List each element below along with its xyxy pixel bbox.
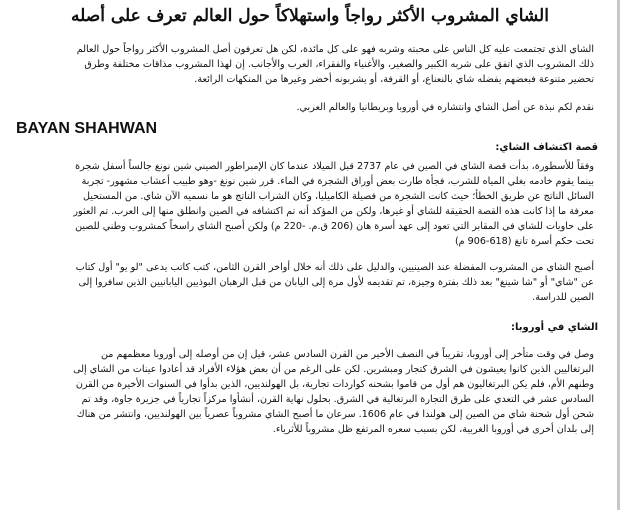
text-line: الصين للدراسة. — [532, 292, 594, 303]
intro-summary: نقدم لكم نبذة عن أصل الشاي وانتشاره في أوروبا وبريطانيا والعالم العربي. — [296, 102, 594, 113]
text-line: ذلك المشروب الذي اتفق على شربه الكبير والصغير، والأغنياء والفقراء، العرب والأجانب. إن لهذا المشروب مذاقات مختلفة وطرق — [84, 59, 594, 70]
europe-paragraph-1 — [22, 347, 594, 437]
text-line: السائل الناتج عن طريق الخطأ؛ حيث كانت الشجرة من فصيلة الكاميليا، وكان الشراب الناتج هو ما نسميه الآن شاي. من المستحيل — [82, 191, 594, 202]
text-line: البرتغاليين الذين كانوا يعيشون في الشرق كتجار ومبشرين. لكن على الرغم من أن بعض هؤلاء الأفراد قد أعادوا عينات من الشاي إلى — [73, 364, 594, 375]
text-line: عن "شاي" أو "شا شينغ" بعد ذلك بفترة وجيزة، تم تقديمه لأول مرة إلى اليابان من قبل الرهبان البوذيين اليابانيين الذين سافروا إلى — [78, 277, 594, 288]
intro-paragraph — [22, 42, 594, 87]
text-line: معرفة ما إذا كانت هذه القصة الحقيقة للشاي أو غيرها، ولكن من المؤكد أنه تم اكتشافه في الصين وانطلق منها إلى العرب. تم العثور — [73, 206, 594, 217]
text-line: بينما يقوم خادمه بغلي المياه للشرب، فجأة طارت بعض أوراق الشجرة في الماء. قرر شين نونغ -وهو طبيب أعشاب مشهور- تجربة — [81, 176, 594, 187]
text-line: الشاي الذي تجتمعت عليه كل الناس على محبته وشربه فهو على كل مائدة، لكن هل تعرفون أصل المشروب الأكثر رواجاً حول العالم — [76, 44, 594, 55]
text-line: إلى بلدان أخرى في أوروبا الغربية، لكن بسبب سعره المرتفع ظل مشروباً للأثرياء. — [272, 424, 594, 435]
discovery-paragraph-1 — [22, 159, 594, 249]
text-line: تحت حكم أسرة تانغ (618-906 م) — [454, 236, 594, 247]
section-heading-discovery: قصة اكتشاف الشاي: — [495, 142, 598, 153]
text-line: وطنهم الأم، فلم يكن البرتغاليون هم أول من قاموا بشحنه كواردات تجارية، بل الهولنديين، الذين بدأوا في السنوات الأخيرة من القرن — [75, 379, 594, 390]
text-line: تحضير متنوعة فبعضهم يفضله شاي بالنعناع، أو القرفة، أو يشربونه أخضر وغيرها من المنكهات الرائعة. — [194, 74, 594, 85]
discovery-paragraph-2 — [22, 260, 594, 305]
text-line: وصل في وقت متأخر إلى أوروبا، تقريباً في النصف الأخير من القرن السادس عشر، قيل إن من أوصله إلى أوروبا معظمهم من — [101, 349, 594, 360]
section-heading-europe: الشاي في أوروبا: — [510, 322, 598, 333]
text-line: أصبح الشاي من المشروب المفضلة عند الصينيين، والدليل على ذلك أنه خلال أواخر القرن الثامن، كتب كاتب يدعى "لو يو" أول كتاب — [75, 262, 594, 273]
author-name: BAYAN SHAHWAN — [16, 120, 158, 137]
text-line: على حاويات للشاي في المقابر التي تعود إلى عهد أسرة هان (206 ق.م. -220 م) ولكن أصبح الشاي راسخاً كمشروب وطني للصين — [75, 221, 594, 232]
page-title: الشاي المشروب الأكثر رواجاً واستهلاكاً حول العالم تعرف على أصله — [71, 6, 549, 26]
text-line: شحن أول شحنة شاي من الصين إلى هولندا في عام 1606. سرعان ما أصبح الشاي مشروباً عصرياً بين الهولنديين، وانتشر من هناك — [76, 409, 594, 420]
text-line: السادس عشر في التعدي على طرق التجارة البرتغالية في الشرق. بحلول نهاية القرن، أنشأوا مركزاً تجارياً في جزيرة جاوة، وقد تم — [81, 394, 594, 405]
text-line: وفقاً للأسطورة، بدأت قصة الشاي في الصين في عام 2737 قبل الميلاد عندما كان الإمبراطور الصيني شين نونغ جالساً أسفل شجرة — [75, 161, 594, 172]
